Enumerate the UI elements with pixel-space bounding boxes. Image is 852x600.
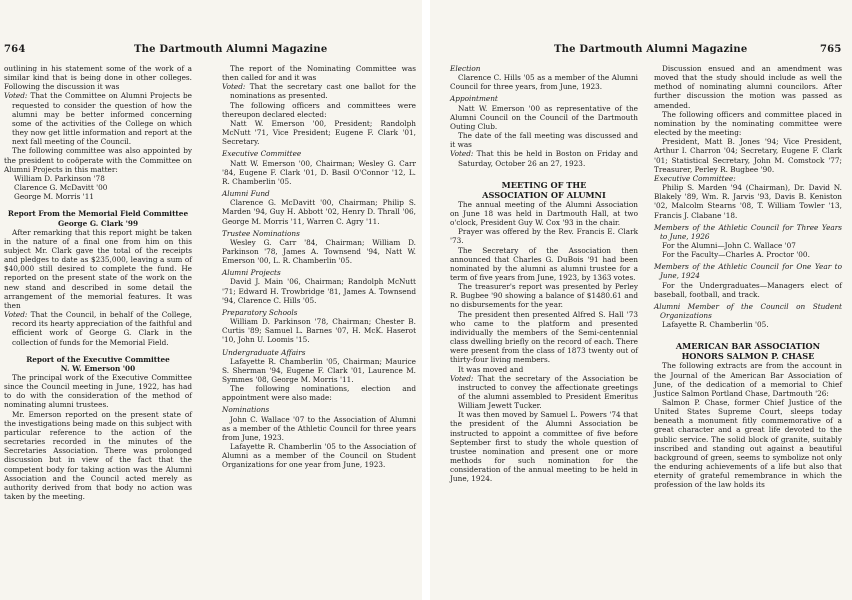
paragraph: After remarking that this report might be taken in the nature of a final one from him on this subject Mr. Clark gave the total of the receipts and pledges to date as $235,000, leaving a sum of $40,000 still desired to complete the fund. He reported on the present state of the work on the new stand and described in some detail the arrangement of the memorial features. It was then xyxy=(4,227,192,310)
voted-label: Voted: xyxy=(450,149,474,159)
paragraph: John C. Wallace '07 to the Association of Alumni as a member of the Athletic Council for three years from June, 1923. xyxy=(222,414,416,442)
left-column-1 xyxy=(4,64,192,501)
paragraph: The president then presented Alfred S. Hall '73 who came to the platform and presented individually the members of the Semi-centennial class dwelling briefly on the record of each. There were present from the class of 1873 twenty out of thirty-four living members. xyxy=(450,309,638,365)
voted-resolution: Voted: That this be held in Boston on Friday and Saturday, October 26 an 27, 1923. xyxy=(450,149,638,168)
subsection-title: Undergraduate Affairs xyxy=(222,347,306,357)
voted-label: Voted: xyxy=(4,310,28,320)
paragraph: Clarence G. McDavitt '00, Chairman; Philip S. Marden '94, Guy H. Abbott '02, Henry D. Thrall '06, George M. Morris '11, Warren C. Agry '11. xyxy=(222,198,416,226)
paragraph: Lafayette R. Chamberlin '05 to the Association of Alumni as a member of the Council on Student Organizations for one year from June, 1923. xyxy=(222,442,416,470)
paragraph: William D. Parkinson '78, Chairman; Chester B. Curtis '89; Samuel L. Barnes '07, H. McK. Haserot '10, John U. Loomis '15. xyxy=(222,317,416,345)
voted-label: Voted: xyxy=(4,91,28,101)
voted-resolution: Voted: That the secretary of the Association be instructed to convey the affectionate greetings of the alumni assembled to President Emeritus William Jewett Tucker. xyxy=(450,373,638,411)
paragraph: The treasurer's report was presented by Perley R. Bugbee '90 showing a balance of $1480.61 and no disbursements for the year. xyxy=(450,282,638,310)
left-page-number: 764 xyxy=(4,44,26,55)
voted-label: Voted: xyxy=(450,373,474,383)
paragraph: For the Alumni—John C. Wallace '07 xyxy=(662,240,796,250)
article-heading: HONORS SALMON P. CHASE xyxy=(681,351,815,362)
paragraph: Philip S. Marden '94 (Chairman), Dr. David N. Blakely '89, Wm. R. Jarvis '93, Davis B. Keniston '02, Malcolm Stearns '08, T. William Towler '13, Francis J. Clabane '18. xyxy=(654,183,842,220)
paragraph: The report of the Nominating Committee was then called for and it was xyxy=(222,64,416,83)
section-heading: Report From the Memorial Field Committee xyxy=(7,209,189,219)
subsection-title: Alumni Projects xyxy=(222,268,281,278)
paragraph: The Secretary of the Association then announced that Charles G. DuBois '91 had been nominated by the alumni as alumni trustee for a term of five years from June, 1923, by 1363 votes. xyxy=(450,245,638,282)
paragraph: Natt W. Emerson '00, President; Randolph McNutt '71, Vice President; Eugene F. Clark '01, Secretary. xyxy=(222,118,416,147)
paragraph: It was then moved by Samuel L. Powers '74 that the president of the Alumni Association be instructed to appoint a committee of five before September first to study the whole question of trustee nomination and present one or more methods for such nomination for the consideration of the annual meeting to be held in June, 1924. xyxy=(450,410,638,484)
paragraph: The following officers and committees were thereupon declared elected: xyxy=(222,100,416,119)
subsection-title: Executive Committee: xyxy=(654,173,736,183)
right-running-title: The Dartmouth Alumni Magazine xyxy=(554,44,748,55)
paragraph: Prayer was offered by the Rev. Francis E. Clark '73. xyxy=(450,227,638,246)
subsection-title: Executive Committee xyxy=(222,149,302,159)
paragraph: Mr. Emerson reported on the present state of the investigations being made on this subject with particular reference to the action of the secretaries recorded in the minutes of the Secretaries Association. There was prolonged discussion but in view of the fact that the competent body for taking action was the Alumni Association and the Council acted merely as authority derived from that body no action was taken by the meeting. xyxy=(4,409,192,502)
paragraph: Wesley G. Carr '84, Chairman; William D. Parkinson '78, James A. Townsend '94, Natt W. Emerson '00, L. R. Chamberlin '05. xyxy=(222,237,416,266)
paragraph: President, Matt B. Jones '94; Vice President, Arthur I. Charron '04; Secretary, Eugene F. Clark '01; Statistical Secretary, John M. Comstock '77; Treasurer, Perley R. Bugbee '90. xyxy=(654,137,842,174)
committee-member: George M. Morris '11 xyxy=(14,192,94,202)
voted-resolution: Voted: That the secretary cast one ballot for the nominations as presented. xyxy=(222,82,416,101)
voted-resolution: Voted: That the Committee on Alumni Projects be requested to consider the question of how the alumni may be better informed concerning some of the activities of the College on which they now get little information and report at the next fall meeting of the Council. xyxy=(4,91,192,147)
paragraph: It was moved and xyxy=(458,364,524,374)
article-heading: AMERICAN BAR ASSOCIATION xyxy=(675,341,821,352)
article-heading: ASSOCIATION OF ALUMNI xyxy=(482,189,606,200)
paragraph: The following committee was also appointed by the president to coöperate with the Committee on Alumni Projects in this matter: xyxy=(4,146,192,174)
paragraph: Discussion ensued and an amendment was moved that the study should include as well the method of nominating alumni councilors. After further discussion the motion was passed as amended. xyxy=(654,64,842,110)
right-page xyxy=(430,0,852,600)
section-heading: Report of the Executive Committee xyxy=(26,354,170,364)
subsection-title: Nominations xyxy=(222,405,270,415)
paragraph: Lafayette R. Chamberlin '05, Chairman; Maurice S. Sherman '94, Eugene F. Clark '01, Laurence M. Symmes '08, George M. Morris '11. xyxy=(222,356,416,384)
right-column-1 xyxy=(450,64,638,484)
committee-member: William D. Parkinson '78 xyxy=(14,173,105,183)
subsection-title: Members of the Athletic Council for Three Years to June, 1926 xyxy=(654,222,842,241)
paragraph: Clarence C. Hills '05 as a member of the Alumni Council for three years, from June, 1923. xyxy=(450,73,638,92)
paragraph: Salmon P. Chase, former Chief Justice of the United States Supreme Court, sleeps today beneath a monument fitly commemorative of a great character and a great life devoted to the public service. The solid block of granite, suitably inscribed and standing out against a beautiful background of green, seems to symbolize not only the enduring achievements of a life but also that eternity of grateful remembrance in which the profession of the law holds its xyxy=(654,398,842,490)
committee-member: Clarence G. McDavitt '00 xyxy=(14,183,108,193)
paragraph: The following extracts are from the account in the Journal of the American Bar Association of June, of the dedication of a memorial to Chief Justice Salmon Portland Chase, Dartmouth '26: xyxy=(654,361,842,398)
left-page xyxy=(0,0,422,600)
article-heading: MEETING OF THE xyxy=(501,179,587,190)
left-column-2 xyxy=(222,64,416,470)
paragraph: For the Faculty—Charles A. Proctor '00. xyxy=(662,250,810,260)
page-gutter xyxy=(422,0,430,600)
subsection-title: Alumni Member of the Council on Student Organizations xyxy=(654,301,842,321)
paragraph: The following officers and committee placed in nomination by the nominating committee were elected by the meeting: xyxy=(654,109,842,138)
subsection-title: Appointment xyxy=(450,94,498,104)
paragraph: The following nominations, election and appointment were also made: xyxy=(222,384,416,403)
subsection-title: Preparatory Schools xyxy=(222,307,298,317)
right-column-2 xyxy=(654,64,842,490)
subsection-title: Alumni Fund xyxy=(222,189,270,199)
paragraph: Natt W. Emerson '00, Chairman; Wesley G. Carr '84, Eugene F. Clark '01, D. Basil O'Connor '12, L. R. Chamberlin '05. xyxy=(222,158,416,186)
paragraph: Lafayette R. Chamberlin '05. xyxy=(662,320,769,330)
paragraph: outlining in his statement some of the work of a similar kind that is being done in other colleges. Following the discussion it was xyxy=(4,64,192,92)
paragraph: Natt W. Emerson '00 as representative of the Alumni Council on the Council of the Dartmouth Outing Club. xyxy=(450,103,638,131)
section-subheading: George G. Clark '99 xyxy=(57,218,139,228)
subsection-title: Members of the Athletic Council for One Year to June, 1924 xyxy=(654,262,842,281)
left-running-title: The Dartmouth Alumni Magazine xyxy=(134,44,328,55)
right-page-number: 765 xyxy=(820,44,842,55)
paragraph: The annual meeting of the Alumni Association on June 18 was held in Dartmouth Hall, at two o'clock, President Guy W. Cox '93 in the chair. xyxy=(450,199,638,228)
voted-resolution: Voted: That the Council, in behalf of the College, record its hearty appreciation of the faithful and efficient work of George G. Clark in the collection of funds for the Memorial Field. xyxy=(4,310,192,347)
subsection-title: Election xyxy=(450,64,481,73)
paragraph: The principal work of the Executive Committee since the Council meeting in June, 1922, has had to do with the consideration of the method of nominating alumni trustees. xyxy=(4,373,192,410)
subsection-title: Trustee Nominations xyxy=(222,228,300,238)
paragraph: For the Undergraduates—Managers elect of baseball, football, and track. xyxy=(654,280,842,299)
paragraph: David J. Main '06, Chairman; Randolph McNutt '71; Edward H. Trowbridge '81, James A. Townsend '94, Clarence C. Hills '05. xyxy=(222,277,416,305)
section-subheading: N. W. Emerson '00 xyxy=(60,363,136,373)
voted-label: Voted: xyxy=(222,82,246,92)
paragraph: The date of the fall meeting was discussed and it was xyxy=(450,131,638,150)
